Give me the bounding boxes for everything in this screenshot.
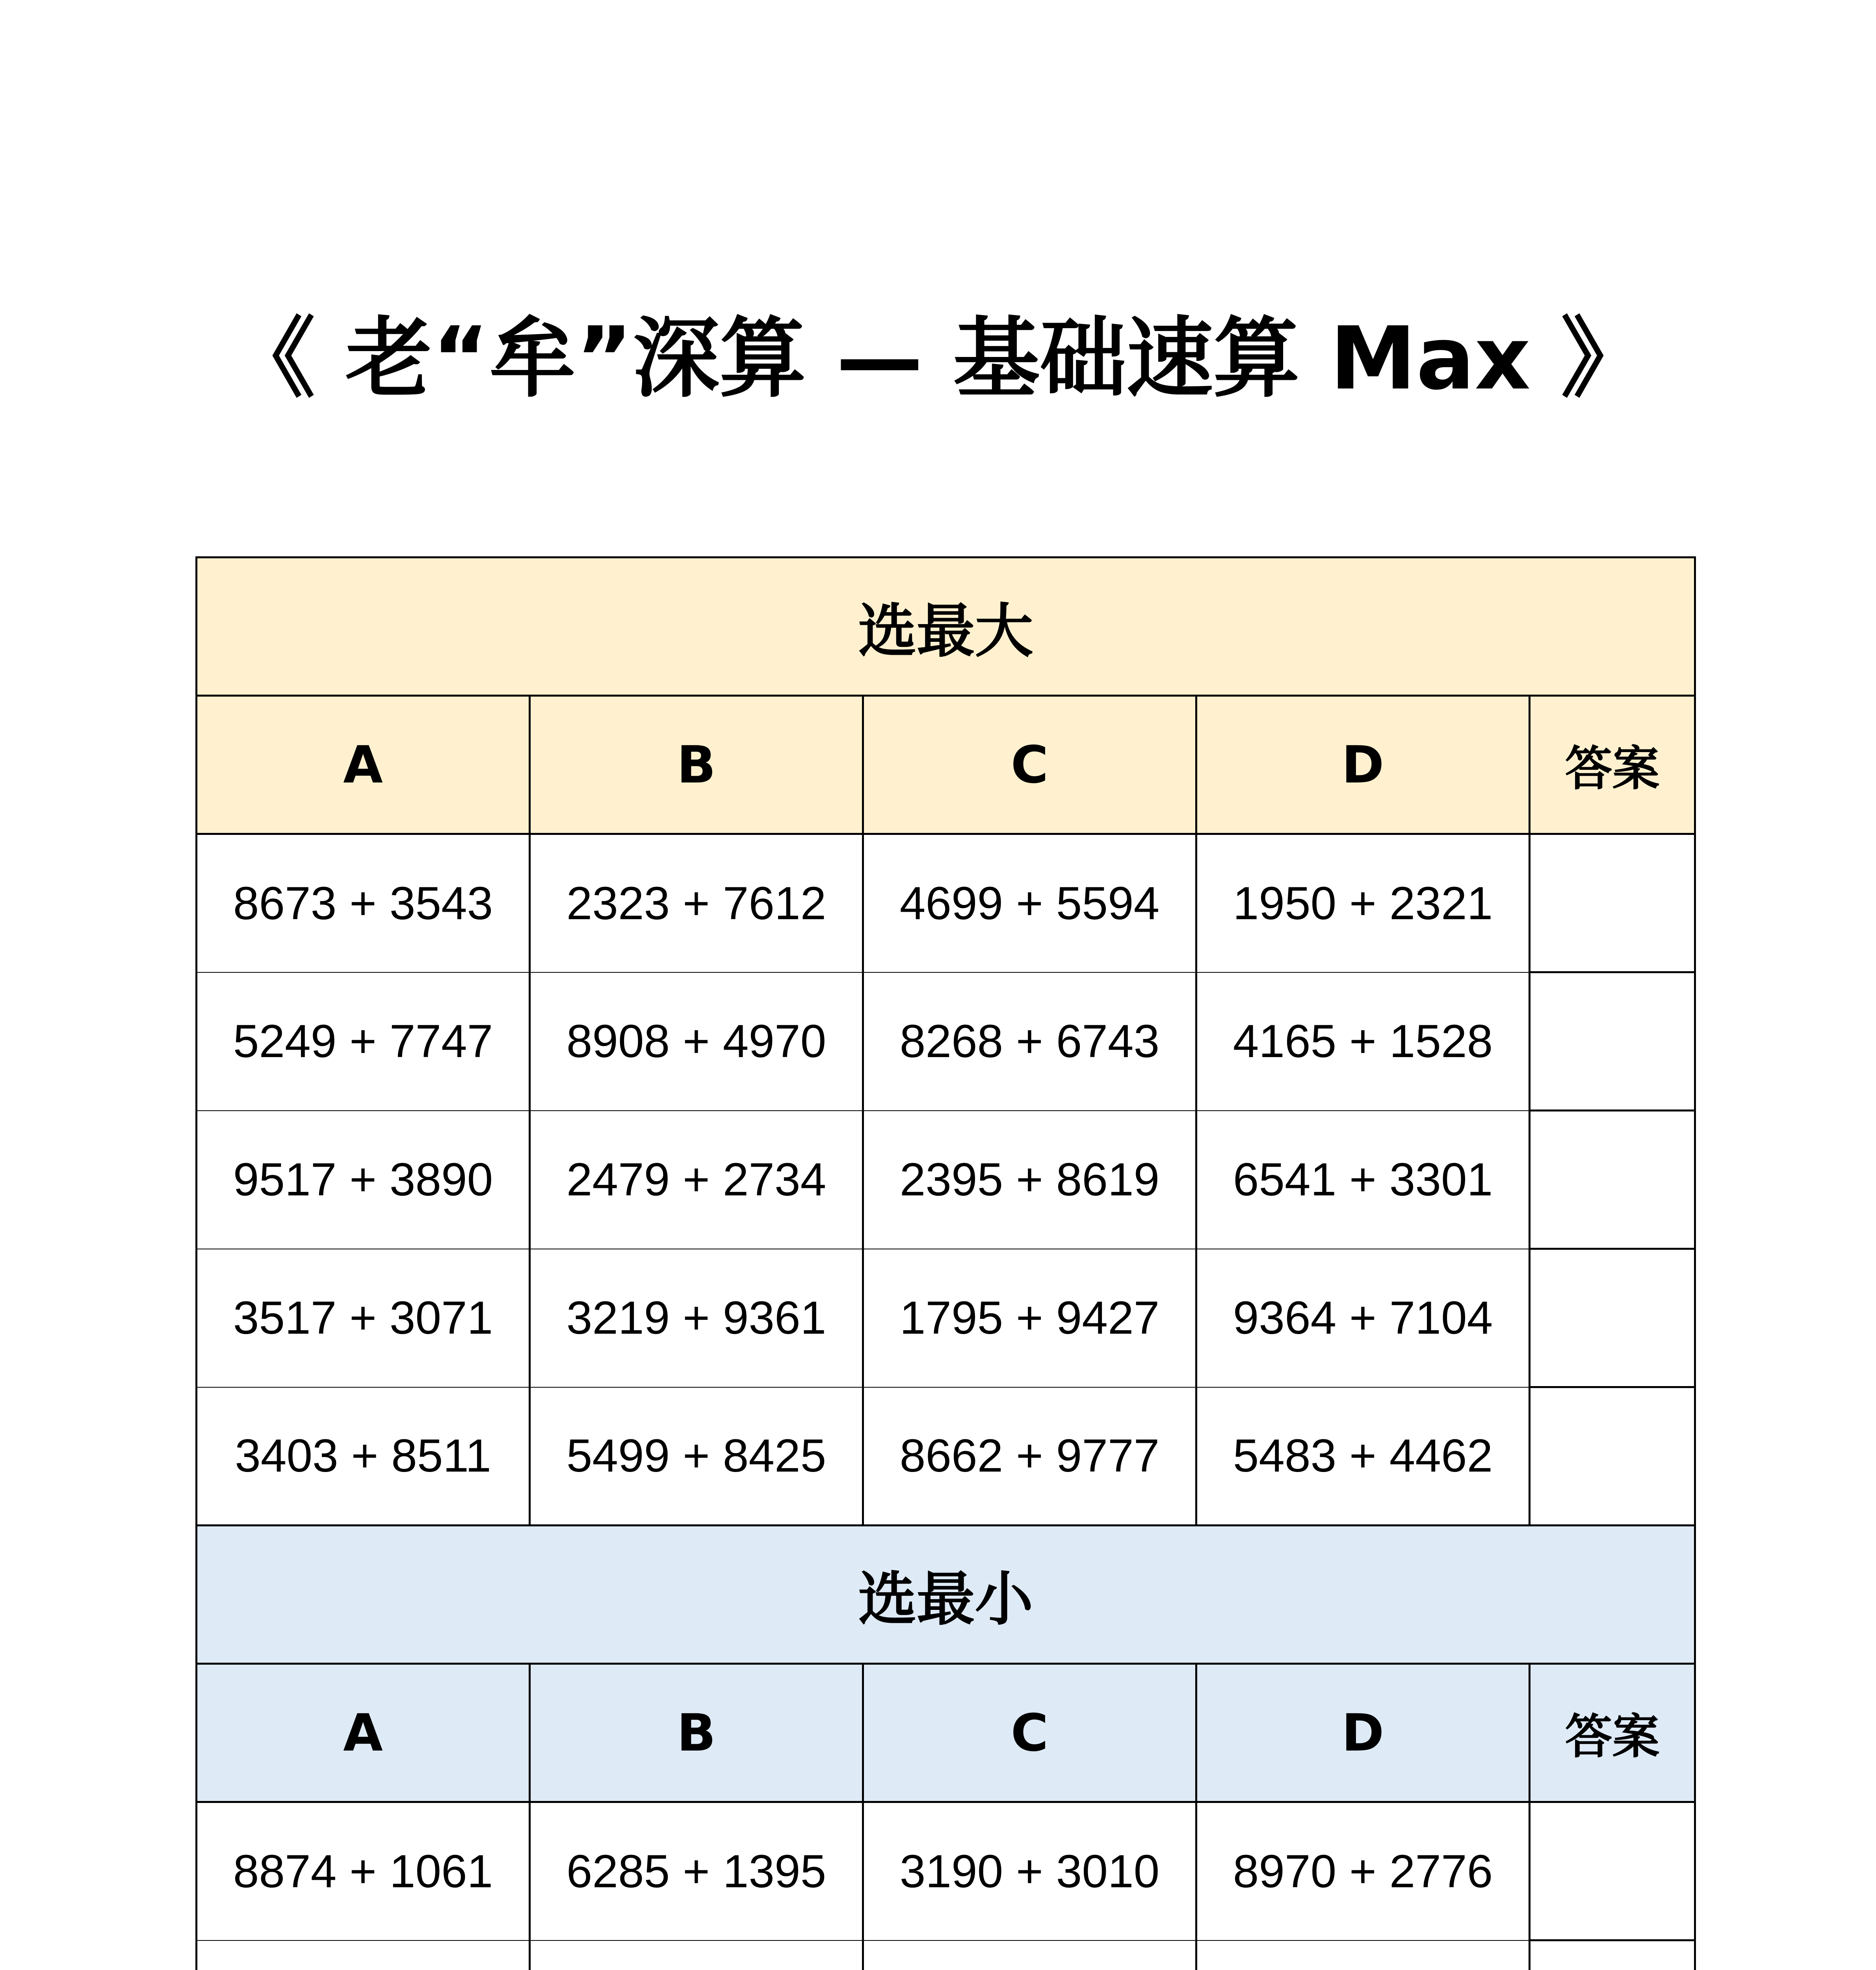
problem-cell: 8268 + 6743	[863, 972, 1196, 1111]
problem-cell: 8662 + 9777	[863, 1387, 1196, 1526]
problem-cell	[863, 1940, 1196, 1970]
column-header-b: B	[530, 696, 863, 834]
table-row	[197, 1802, 1695, 1940]
table-row	[197, 1387, 1695, 1526]
problem-cell: 5499 + 8425	[530, 1387, 863, 1526]
column-header-answer: 答案	[1530, 1664, 1695, 1802]
problem-cell: 4699 + 5594	[863, 834, 1196, 972]
column-header-b: B	[530, 1664, 863, 1802]
problem-cell	[1196, 1940, 1530, 1970]
problem-cell	[530, 1940, 863, 1970]
problem-cell: 5249 + 7747	[197, 972, 530, 1111]
answer-cell[interactable]	[1530, 1802, 1695, 1940]
table-row	[197, 972, 1695, 1111]
answer-cell[interactable]	[1530, 1249, 1695, 1387]
problem-cell: 2479 + 2734	[530, 1111, 863, 1249]
section-heading: 选最小	[197, 1526, 1695, 1664]
answer-cell[interactable]	[1530, 972, 1695, 1111]
section-min	[197, 1526, 1695, 1970]
worksheet-table	[195, 556, 1696, 1970]
column-header-d: D	[1196, 1664, 1530, 1802]
problem-cell: 3190 + 3010	[863, 1802, 1196, 1940]
page-title: 《 老“牟”深算 — 基础速算 Max 》	[228, 308, 1648, 409]
column-header-c: C	[863, 1664, 1196, 1802]
column-header-a: A	[197, 1664, 530, 1802]
problem-cell: 9364 + 7104	[1196, 1249, 1530, 1387]
problem-cell: 3403 + 8511	[197, 1387, 530, 1526]
table-row	[197, 834, 1695, 972]
problem-cell: 8673 + 3543	[197, 834, 530, 972]
problem-cell: 8970 + 2776	[1196, 1802, 1530, 1940]
table-row	[197, 1249, 1695, 1387]
problem-cell: 6285 + 1395	[530, 1802, 863, 1940]
answer-cell[interactable]	[1530, 1387, 1695, 1526]
problem-cell: 8908 + 4970	[530, 972, 863, 1111]
column-header-row	[197, 1664, 1695, 1802]
section-max	[197, 558, 1695, 1526]
problem-cell: 4165 + 1528	[1196, 972, 1530, 1111]
problem-cell: 5483 + 4462	[1196, 1387, 1530, 1526]
problem-cell: 9517 + 3890	[197, 1111, 530, 1249]
column-header-row	[197, 696, 1695, 834]
table-row	[197, 1940, 1695, 1970]
column-header-d: D	[1196, 696, 1530, 834]
answer-cell[interactable]	[1530, 1940, 1695, 1970]
problem-cell	[197, 1940, 530, 1970]
column-header-a: A	[197, 696, 530, 834]
section-heading: 选最大	[197, 558, 1695, 696]
column-header-c: C	[863, 696, 1196, 834]
problem-cell: 2395 + 8619	[863, 1111, 1196, 1249]
answer-cell[interactable]	[1530, 834, 1695, 972]
problem-cell: 2323 + 7612	[530, 834, 863, 972]
problem-cell: 6541 + 3301	[1196, 1111, 1530, 1249]
table-row	[197, 1111, 1695, 1249]
answer-cell[interactable]	[1530, 1111, 1695, 1249]
column-header-answer: 答案	[1530, 696, 1695, 834]
problem-cell: 1795 + 9427	[863, 1249, 1196, 1387]
problem-cell: 3517 + 3071	[197, 1249, 530, 1387]
problem-cell: 1950 + 2321	[1196, 834, 1530, 972]
problem-cell: 8874 + 1061	[197, 1802, 530, 1940]
problem-cell: 3219 + 9361	[530, 1249, 863, 1387]
